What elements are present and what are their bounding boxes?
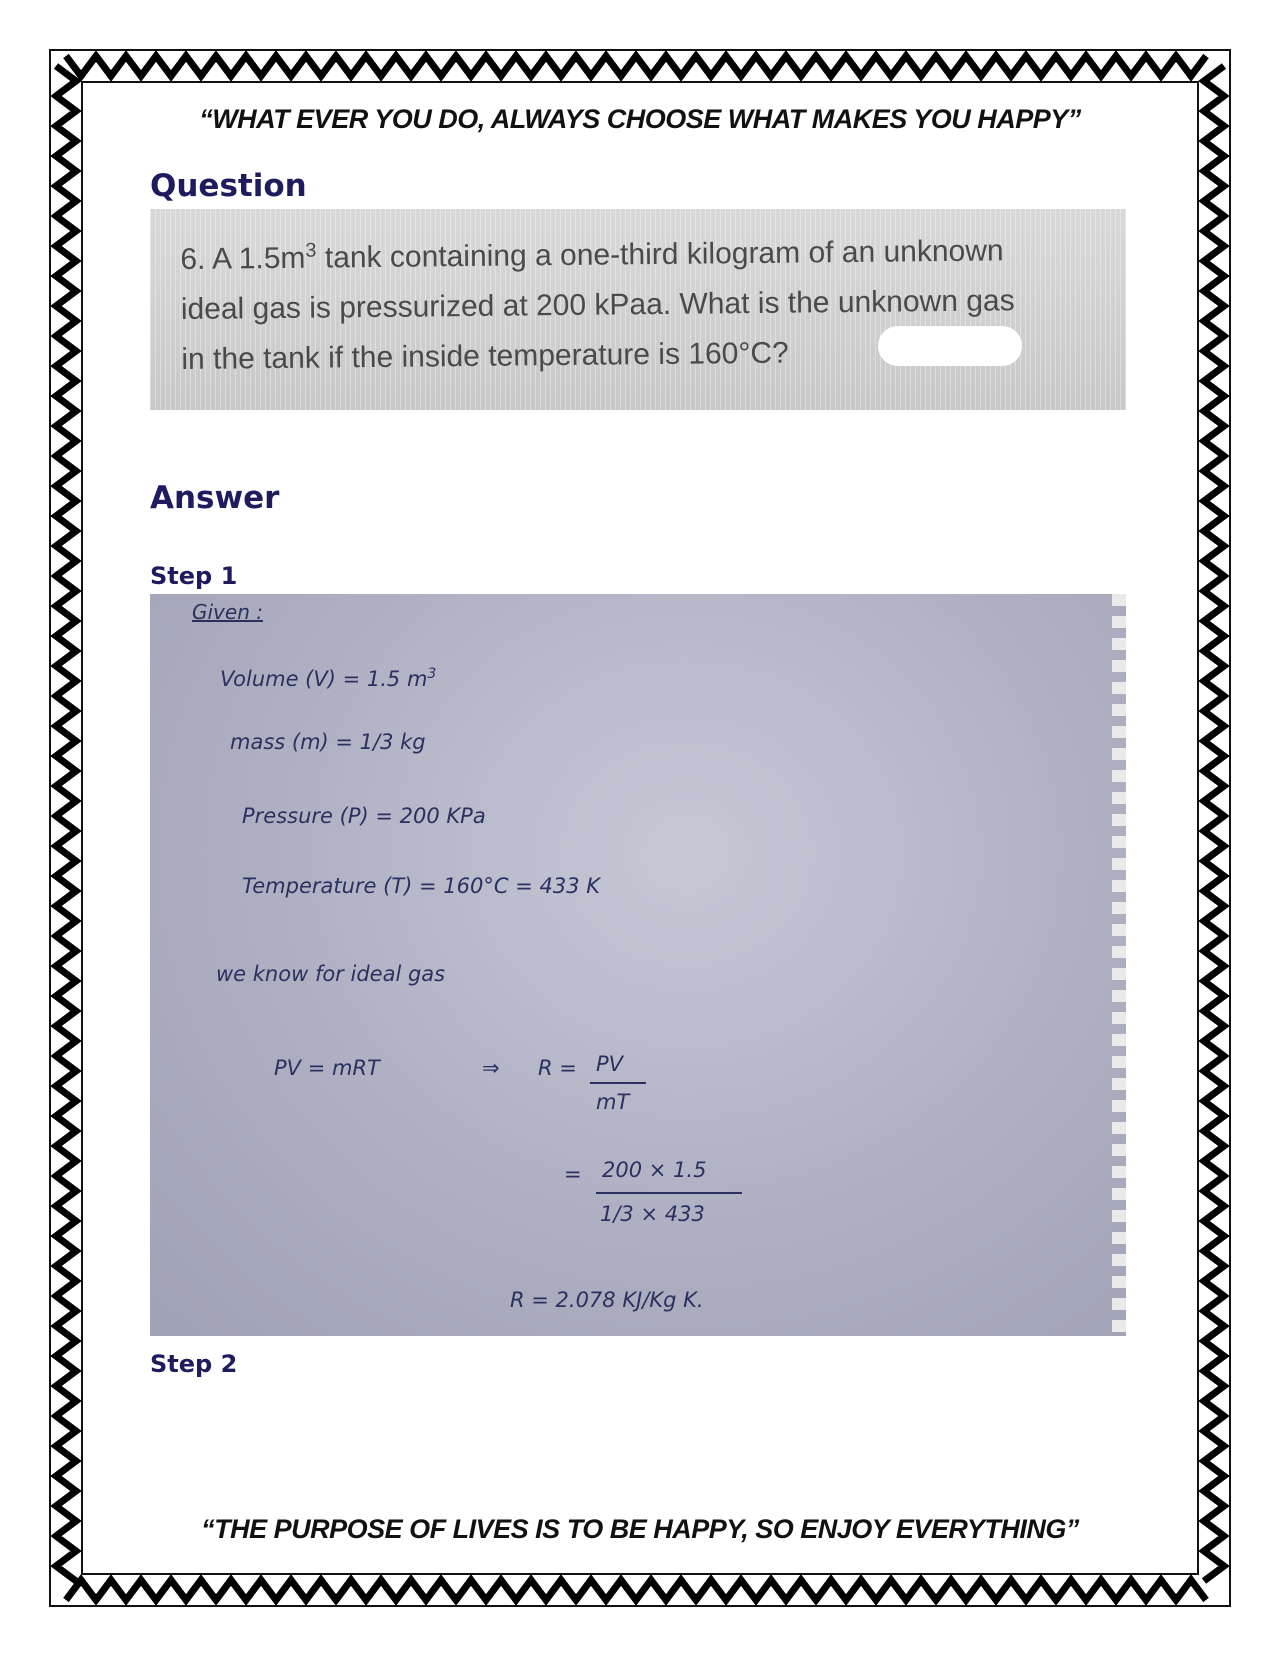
hw-r-equals: R = <box>538 1056 577 1080</box>
hw-pressure: Pressure (P) = 200 KPa <box>242 804 486 828</box>
hw-mt: mT <box>596 1090 630 1114</box>
hw-ideal-gas-note: we know for ideal gas <box>216 962 446 986</box>
answer-heading: Answer <box>150 480 280 516</box>
hw-formula: PV = mRT <box>274 1056 380 1080</box>
hw-mass: mass (m) = 1/3 kg <box>230 730 426 754</box>
step-1-heading: Step 1 <box>150 562 238 590</box>
bottom-quote: “THE PURPOSE OF LIVES IS TO BE HAPPY, SO ENJOY EVERYTHING” <box>201 1514 1079 1544</box>
hw-fraction-line-2 <box>596 1192 742 1194</box>
hw-result: R = 2.078 KJ/Kg K. <box>510 1288 704 1312</box>
hw-fraction-line-1 <box>590 1082 646 1084</box>
handwritten-solution-image <box>150 594 1126 1336</box>
notebook-margin <box>1112 594 1126 1336</box>
hw-temperature: Temperature (T) = 160°C = 433 K <box>242 874 601 898</box>
hw-equals: = <box>564 1162 582 1186</box>
hw-numerator: 200 × 1.5 <box>602 1158 707 1182</box>
question-line-1: 6. A $1.5m^3$ tank containing a one-third kilogram of an unknown <box>180 234 1004 276</box>
question-image <box>150 209 1126 410</box>
question-line-2: ideal gas is pressurized at 200 kPaa. What is the unknown gas <box>180 284 1015 326</box>
hw-pv: PV <box>596 1052 624 1076</box>
step-2-heading: Step 2 <box>150 1350 238 1378</box>
redaction-mark <box>878 326 1022 366</box>
hw-volume: Volume (V) = 1.5 $m^3$ <box>220 666 437 691</box>
hw-denominator: 1/3 × 433 <box>600 1202 705 1226</box>
question-heading: Question <box>150 168 307 204</box>
hw-given: Given : <box>192 600 263 624</box>
top-quote: “WHAT EVER YOU DO, ALWAYS CHOOSE WHAT MAKES YOU HAPPY” <box>199 104 1081 134</box>
hw-arrow: ⇒ <box>482 1056 500 1080</box>
question-line-3: in the tank if the inside temperature is 160°C? <box>181 336 789 376</box>
